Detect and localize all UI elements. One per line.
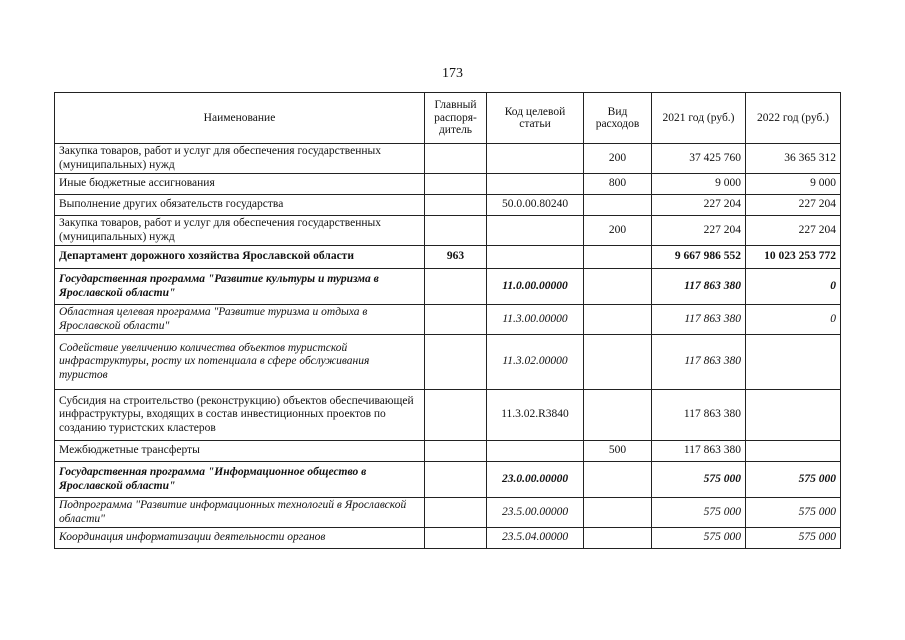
- table-row: [55, 144, 841, 174]
- cell-amount-2021: 117 863 380: [652, 390, 746, 441]
- cell-main-distributor: [425, 174, 487, 195]
- header-name: Наименование: [55, 93, 425, 144]
- budget-table: [54, 92, 841, 549]
- cell-amount-2022: 575 000: [746, 528, 841, 549]
- cell-name: Координация информатизации деятельности органов: [55, 528, 425, 549]
- cell-target-code: 23.0.00.00000: [487, 462, 584, 498]
- cell-main-distributor: [425, 305, 487, 335]
- cell-target-code: 11.0.00.00000: [487, 269, 584, 305]
- cell-amount-2022: 575 000: [746, 462, 841, 498]
- header-vid: Вид расходов: [584, 93, 652, 144]
- cell-name: Выполнение других обязательств государства: [55, 195, 425, 216]
- cell-main-distributor: 963: [425, 246, 487, 269]
- table-row: [55, 216, 841, 246]
- cell-target-code: 11.3.02.R3840: [487, 390, 584, 441]
- cell-main-distributor: [425, 144, 487, 174]
- header-2021: 2021 год (руб.): [652, 93, 746, 144]
- table-row: [55, 390, 841, 441]
- table-row: [55, 246, 841, 269]
- cell-amount-2021: 227 204: [652, 216, 746, 246]
- page-number: 173: [442, 66, 463, 81]
- cell-expense-type: 800: [584, 174, 652, 195]
- table-row: [55, 195, 841, 216]
- cell-name: Содействие увеличению количества объектов туристской инфраструктуры, росту их потенциала в сфере обслуживания туристов: [55, 335, 425, 390]
- cell-amount-2022: 227 204: [746, 216, 841, 246]
- cell-amount-2021: 9 000: [652, 174, 746, 195]
- table-body: [55, 144, 841, 549]
- table-row: [55, 441, 841, 462]
- cell-target-code: [487, 246, 584, 269]
- cell-amount-2022: 575 000: [746, 498, 841, 528]
- cell-name: Закупка товаров, работ и услуг для обеспечения государственных (муниципальных) нужд: [55, 216, 425, 246]
- cell-amount-2022: 10 023 253 772: [746, 246, 841, 269]
- table-row: [55, 498, 841, 528]
- cell-name: Закупка товаров, работ и услуг для обеспечения государственных (муниципальных) нужд: [55, 144, 425, 174]
- cell-target-code: 23.5.04.00000: [487, 528, 584, 549]
- header-kod: Код целевой статьи: [487, 93, 584, 144]
- cell-expense-type: [584, 335, 652, 390]
- cell-target-code: 23.5.00.00000: [487, 498, 584, 528]
- cell-name: Областная целевая программа "Развитие туризма и отдыха в Ярославской области": [55, 305, 425, 335]
- cell-amount-2021: 575 000: [652, 462, 746, 498]
- cell-expense-type: [584, 390, 652, 441]
- cell-expense-type: 500: [584, 441, 652, 462]
- cell-amount-2021: 117 863 380: [652, 305, 746, 335]
- cell-main-distributor: [425, 528, 487, 549]
- cell-main-distributor: [425, 462, 487, 498]
- cell-amount-2022: 0: [746, 305, 841, 335]
- cell-main-distributor: [425, 390, 487, 441]
- cell-expense-type: [584, 246, 652, 269]
- cell-amount-2021: 37 425 760: [652, 144, 746, 174]
- cell-name: Государственная программа "Развитие культуры и туризма в Ярославской области": [55, 269, 425, 305]
- cell-amount-2021: 575 000: [652, 498, 746, 528]
- cell-amount-2022: [746, 441, 841, 462]
- table-row: [55, 269, 841, 305]
- cell-target-code: [487, 216, 584, 246]
- table-row: [55, 528, 841, 549]
- cell-expense-type: 200: [584, 144, 652, 174]
- cell-expense-type: [584, 498, 652, 528]
- cell-expense-type: [584, 195, 652, 216]
- cell-amount-2021: 227 204: [652, 195, 746, 216]
- cell-expense-type: 200: [584, 216, 652, 246]
- cell-main-distributor: [425, 269, 487, 305]
- cell-amount-2022: [746, 335, 841, 390]
- cell-expense-type: [584, 528, 652, 549]
- cell-target-code: [487, 144, 584, 174]
- cell-name: Государственная программа "Информационное общество в Ярославской области": [55, 462, 425, 498]
- cell-amount-2021: 9 667 986 552: [652, 246, 746, 269]
- cell-amount-2022: 227 204: [746, 195, 841, 216]
- cell-amount-2022: 36 365 312: [746, 144, 841, 174]
- cell-name: Межбюджетные трансферты: [55, 441, 425, 462]
- header-rasp: Главный распоря-дитель: [425, 93, 487, 144]
- cell-amount-2021: 117 863 380: [652, 269, 746, 305]
- cell-expense-type: [584, 305, 652, 335]
- cell-name: Департамент дорожного хозяйства Ярославской области: [55, 246, 425, 269]
- cell-target-code: 50.0.00.80240: [487, 195, 584, 216]
- table-header-row: [55, 93, 841, 144]
- cell-amount-2022: [746, 390, 841, 441]
- table-row: [55, 174, 841, 195]
- cell-main-distributor: [425, 441, 487, 462]
- cell-name: Субсидия на строительство (реконструкцию) объектов обеспечивающей инфраструктуры, входящих в состав инвестиционных проектов по созданию туристских кластеров: [55, 390, 425, 441]
- table-row: [55, 305, 841, 335]
- cell-amount-2021: 117 863 380: [652, 335, 746, 390]
- cell-name: Иные бюджетные ассигнования: [55, 174, 425, 195]
- cell-target-code: 11.3.02.00000: [487, 335, 584, 390]
- cell-target-code: [487, 441, 584, 462]
- table-row: [55, 335, 841, 390]
- cell-name: Подпрограмма "Развитие информационных технологий в Ярославской области": [55, 498, 425, 528]
- cell-expense-type: [584, 269, 652, 305]
- cell-main-distributor: [425, 498, 487, 528]
- cell-main-distributor: [425, 335, 487, 390]
- cell-amount-2022: 0: [746, 269, 841, 305]
- cell-target-code: 11.3.00.00000: [487, 305, 584, 335]
- header-2022: 2022 год (руб.): [746, 93, 841, 144]
- cell-expense-type: [584, 462, 652, 498]
- cell-target-code: [487, 174, 584, 195]
- cell-amount-2021: 575 000: [652, 528, 746, 549]
- table-row: [55, 462, 841, 498]
- cell-main-distributor: [425, 195, 487, 216]
- cell-main-distributor: [425, 216, 487, 246]
- cell-amount-2021: 117 863 380: [652, 441, 746, 462]
- cell-amount-2022: 9 000: [746, 174, 841, 195]
